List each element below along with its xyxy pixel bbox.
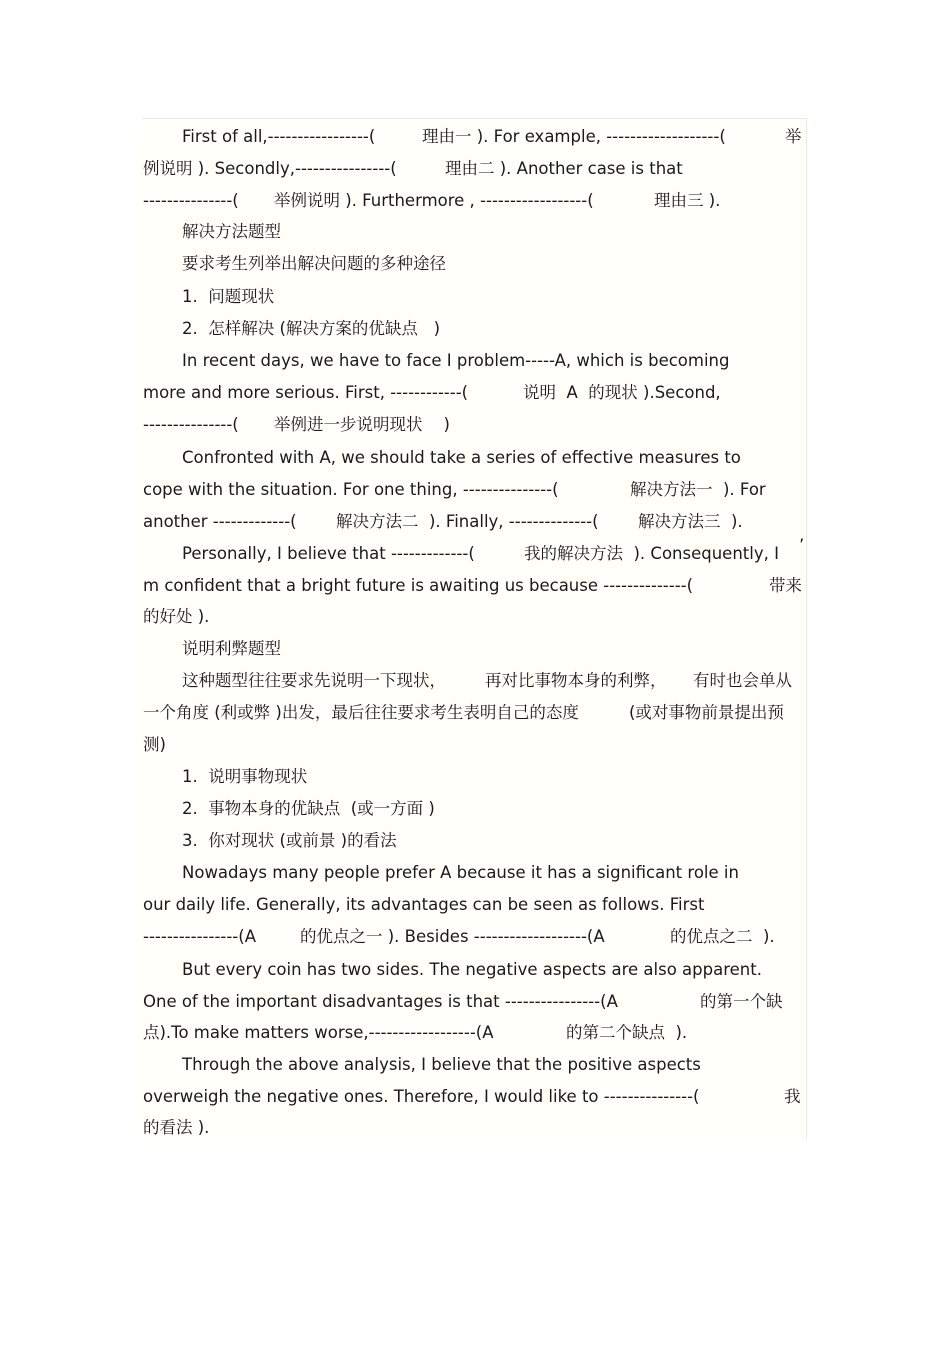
- text-segment: 2. 怎样解决 (解决方案的优缺点 ): [182, 319, 441, 338]
- paragraph-line: [182, 252, 805, 276]
- text-segment: 解决方法二 ). Finally, --------------(: [336, 512, 599, 531]
- text-segment: 一个角度 (利或弊 )出发，最后往往要求考生表明自己的态度: [143, 703, 579, 722]
- paragraph-line: [143, 413, 805, 437]
- paragraph-line: [182, 446, 805, 470]
- list-item: [182, 765, 805, 789]
- paragraph-line: [143, 157, 805, 181]
- text-segment: 1. 说明事物现状: [182, 767, 308, 786]
- text-segment: 解决方法题型: [182, 222, 281, 241]
- paragraph-line: [143, 1085, 805, 1109]
- paragraph-line: [182, 669, 805, 693]
- text-segment: One of the important disadvantages is that ----------------(A: [143, 992, 618, 1011]
- paragraph-line: [182, 536, 805, 566]
- text-segment: overweigh the negative ones. Therefore, I would like to ---------------(: [143, 1087, 700, 1106]
- text-segment: 测): [143, 735, 166, 754]
- text-segment: our daily life. Generally, its advantages can be seen as follows. First: [143, 895, 705, 914]
- text-segment: Personally, I believe that -------------(: [182, 544, 475, 563]
- text-segment: 解决方法三 ).: [638, 512, 743, 531]
- text-segment: 点).To make matters worse,------------------(A: [143, 1023, 494, 1042]
- text-segment: 理由二 ). Another case is that: [445, 159, 683, 178]
- paragraph-line: [143, 893, 805, 917]
- text-segment: 带来: [769, 576, 802, 595]
- text-segment: 我: [784, 1087, 801, 1106]
- text-segment: 理由一 ). For example, -------------------(: [422, 127, 726, 146]
- text-segment: In recent days, we have to face I problem-----A, which is becoming: [182, 351, 730, 370]
- text-segment: 说明 A 的现状 ).Second,: [523, 383, 721, 402]
- paragraph-line: [143, 701, 805, 725]
- text-segment: First of all,-----------------(: [182, 127, 376, 146]
- paragraph-line: [143, 574, 805, 598]
- text-segment: ’: [799, 536, 805, 555]
- paragraph-line: [143, 1116, 805, 1140]
- paragraph-line: [182, 1053, 805, 1077]
- text-segment: 的第二个缺点 ).: [566, 1023, 688, 1042]
- text-segment: 要求考生列举出解决问题的多种途径: [182, 254, 446, 273]
- text-segment: 理由三 ).: [654, 191, 721, 210]
- text-segment: 3. 你对现状 (或前景 )的看法: [182, 831, 397, 850]
- text-segment: 的好处 ).: [143, 607, 210, 626]
- text-segment: 例说明 ). Secondly,----------------(: [143, 159, 397, 178]
- text-segment: 说明利弊题型: [182, 639, 281, 658]
- paragraph-line: [143, 510, 805, 534]
- paragraph-line: [143, 733, 805, 757]
- paragraph-line: [143, 990, 805, 1014]
- paragraph-line: [143, 381, 805, 405]
- section-heading: [182, 637, 805, 661]
- text-segment: 的看法 ).: [143, 1118, 210, 1137]
- text-segment: 的优点之二 ).: [670, 927, 775, 946]
- paragraph-line: [143, 925, 805, 949]
- text-segment: ----------------(A: [143, 927, 256, 946]
- section-heading: [182, 220, 805, 244]
- text-segment: 的优点之一 ). Besides -------------------(A: [300, 927, 605, 946]
- list-item: [182, 829, 805, 853]
- text-segment: Nowadays many people prefer A because it has a significant role in: [182, 863, 739, 882]
- text-segment: 举例说明 ). Furthermore , ------------------(: [274, 191, 594, 210]
- paragraph-line: [182, 958, 805, 982]
- text-segment: 举: [785, 127, 802, 146]
- text-segment: 有时也会单从: [693, 671, 792, 690]
- paragraph-line: [182, 125, 805, 149]
- list-item: [182, 797, 805, 821]
- text-segment: ---------------(: [143, 191, 239, 210]
- text-segment: m confident that a bright future is awaiting us because --------------(: [143, 576, 694, 595]
- text-segment: another -------------(: [143, 512, 297, 531]
- text-segment: (或对事物前景提出预: [629, 703, 784, 722]
- text-segment: cope with the situation. For one thing, ---------------(: [143, 480, 559, 499]
- paragraph-line: [182, 861, 805, 885]
- text-segment: 我的解决方法 ). Consequently, I: [524, 544, 779, 563]
- text-segment: But every coin has two sides. The negative aspects are also apparent.: [182, 960, 762, 979]
- text-segment: 解决方法一 ). For: [630, 480, 766, 499]
- text-segment: 举例进一步说明现状 ): [274, 415, 450, 434]
- text-segment: 的第一个缺: [700, 992, 783, 1011]
- paragraph-line: [143, 478, 805, 502]
- paragraph-line: [143, 189, 805, 213]
- text-segment: 这种题型往往要求先说明一下现状，: [182, 671, 446, 690]
- text-segment: 再对比事物本身的利弊，: [485, 671, 667, 690]
- list-item: [182, 285, 805, 309]
- text-segment: 2. 事物本身的优缺点 (或一方面 ): [182, 799, 435, 818]
- text-segment: more and more serious. First, ------------(: [143, 383, 469, 402]
- text-segment: 1. 问题现状: [182, 287, 275, 306]
- paragraph-line: [143, 605, 805, 629]
- text-segment: ---------------(: [143, 415, 239, 434]
- text-segment: Confronted with A, we should take a series of effective measures to: [182, 448, 741, 467]
- text-segment: Through the above analysis, I believe that the positive aspects: [182, 1055, 701, 1074]
- paragraph-line: [143, 1021, 805, 1045]
- list-item: [182, 317, 805, 341]
- paragraph-line: [182, 349, 805, 373]
